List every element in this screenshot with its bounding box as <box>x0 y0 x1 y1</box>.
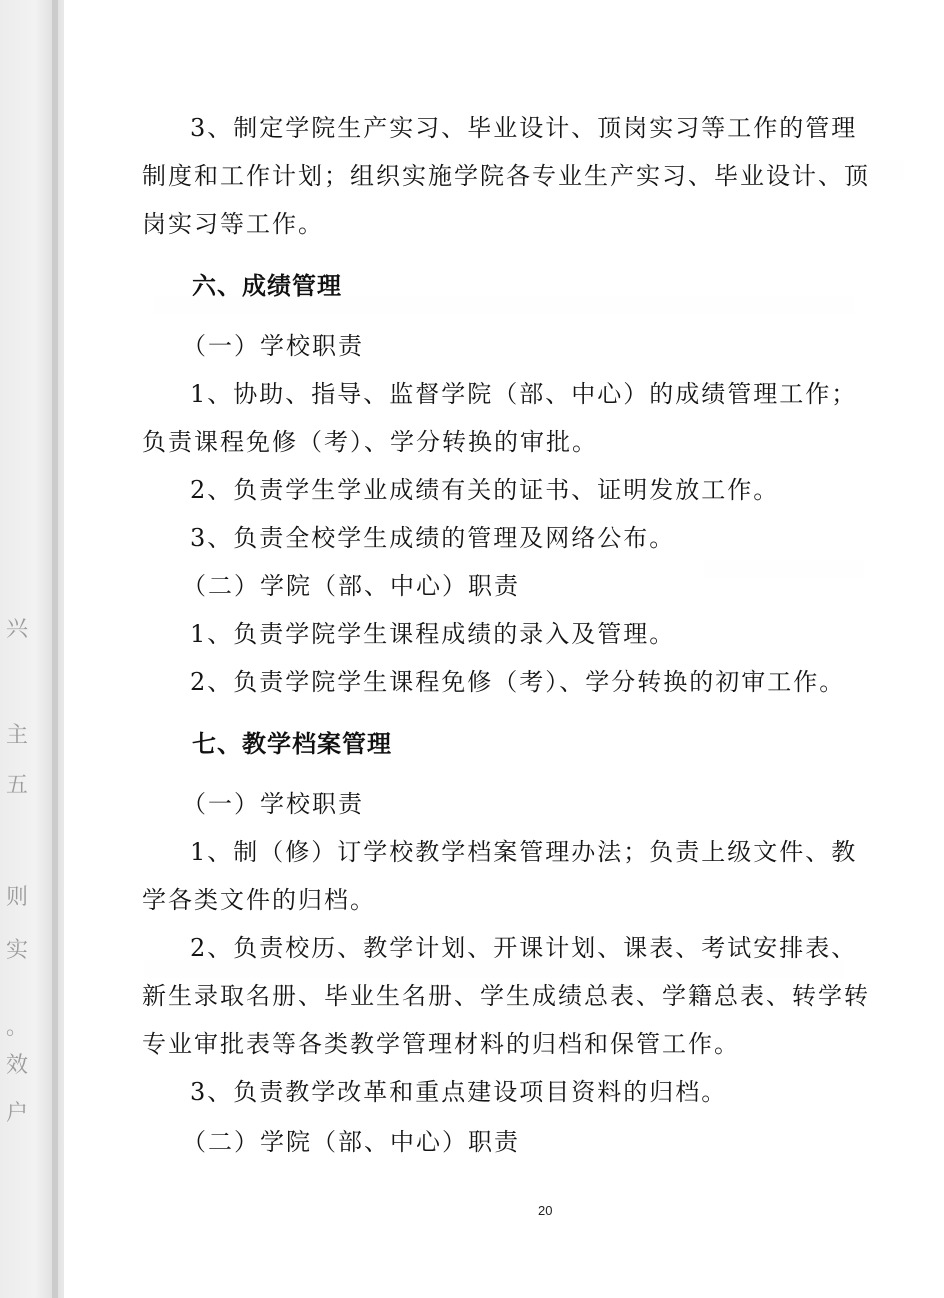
paragraph-line: 负责课程免修（考）、学分转换的审批。 <box>142 428 598 456</box>
paragraph-line: 专业审批表等各类教学管理材料的归档和保管工作。 <box>142 1030 740 1058</box>
document-page <box>64 0 944 1298</box>
subsection-title: （一）学校职责 <box>182 332 364 360</box>
adjacent-page-fragment: 兴 <box>6 617 29 642</box>
paragraph-line: 1、负责学院学生课程成绩的录入及管理。 <box>190 620 676 648</box>
page-number: 20 <box>538 1203 553 1218</box>
paragraph-line: 制度和工作计划；组织实施学院各专业生产实习、毕业设计、顶 <box>142 162 870 190</box>
subsection-title: （二）学院（部、中心）职责 <box>182 1128 520 1156</box>
paragraph-line: 2、负责学生学业成绩有关的证书、证明发放工作。 <box>190 476 780 504</box>
subsection-title: （二）学院（部、中心）职责 <box>182 572 520 600</box>
paragraph-line: 1、制（修）订学校教学档案管理办法；负责上级文件、教 <box>190 838 858 866</box>
paragraph-line: 3、负责教学改革和重点建设项目资料的归档。 <box>190 1078 728 1106</box>
paragraph-line: 3、制定学院生产实习、毕业设计、顶岗实习等工作的管理 <box>190 114 858 142</box>
subsection-title: （一）学校职责 <box>182 790 364 818</box>
adjacent-page-fragment: 实 <box>6 938 29 963</box>
adjacent-page-fragment: 主 <box>6 723 29 748</box>
paragraph-line: 3、负责全校学生成绩的管理及网络公布。 <box>190 524 676 552</box>
adjacent-page-fragment: 。 <box>6 1015 29 1040</box>
paragraph-line: 2、负责学院学生课程免修（考）、学分转换的初审工作。 <box>190 668 846 696</box>
adjacent-page-edge <box>0 0 58 1298</box>
section-heading: 六、成绩管理 <box>192 272 342 300</box>
paragraph-line: 岗实习等工作。 <box>142 210 324 238</box>
paragraph-line: 学各类文件的归档。 <box>142 886 376 914</box>
section-heading: 七、教学档案管理 <box>192 730 392 758</box>
adjacent-page-fragment: 效 <box>6 1053 29 1078</box>
paragraph-line: 2、负责校历、教学计划、开课计划、课表、考试安排表、 <box>190 934 858 962</box>
show-through-texture <box>704 560 864 578</box>
adjacent-page-fragment: 户 <box>6 1101 29 1126</box>
adjacent-page-fragment: 则 <box>6 885 29 910</box>
paragraph-line: 新生录取名册、毕业生名册、学生成绩总表、学籍总表、转学转 <box>142 982 870 1010</box>
adjacent-page-fragment: 五 <box>6 773 29 798</box>
paragraph-line: 1、协助、指导、监督学院（部、中心）的成绩管理工作； <box>190 380 858 408</box>
